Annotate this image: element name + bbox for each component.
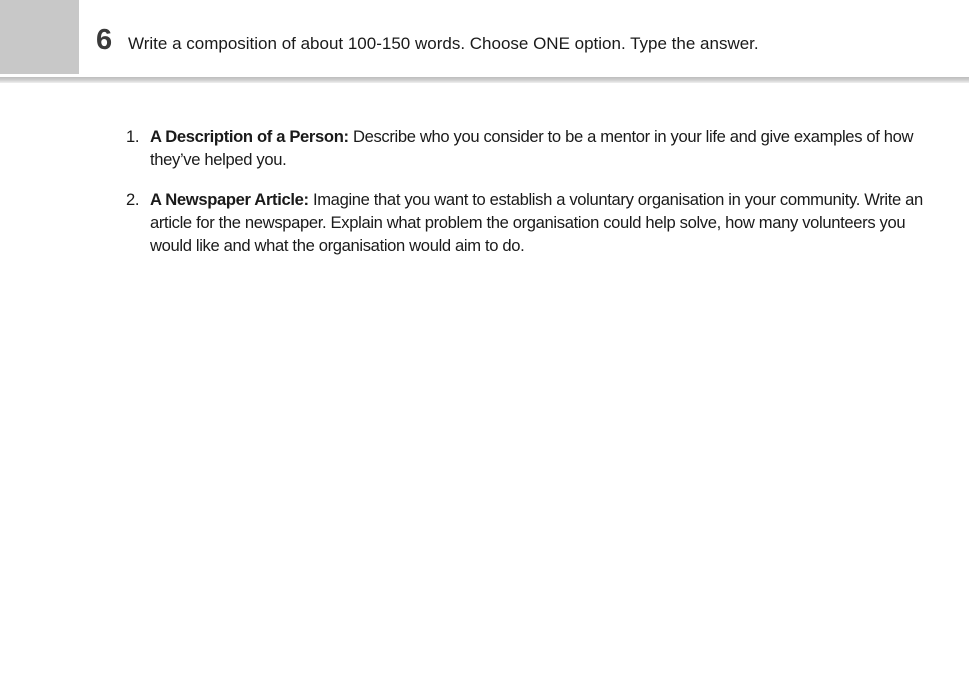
option-text: Imagine that you want to establish a voluntary organisation in your community. Write an article for the newspaper. Explain what problem the organisation could help solve, how many volunteers you would like and what the organisation would aim to do. [150,190,923,255]
task-header [0,0,969,78]
option-number: 1. [126,127,140,146]
option-list [126,125,936,274]
option-item-1 [126,125,936,171]
option-item-2 [126,188,936,257]
task-number: 6 [96,24,113,56]
task-instruction: Write a composition of about 100-150 words. Choose ONE option. Type the answer. [128,34,759,53]
option-title: A Newspaper Article: [150,190,313,209]
option-number: 2. [126,190,140,209]
header-divider [0,77,969,83]
option-text: Describe who you consider to be a mentor in your life and give examples of how they’ve helped you. [150,127,914,169]
option-title: A Description of a Person: [150,127,353,146]
header-grey-block [0,0,79,74]
